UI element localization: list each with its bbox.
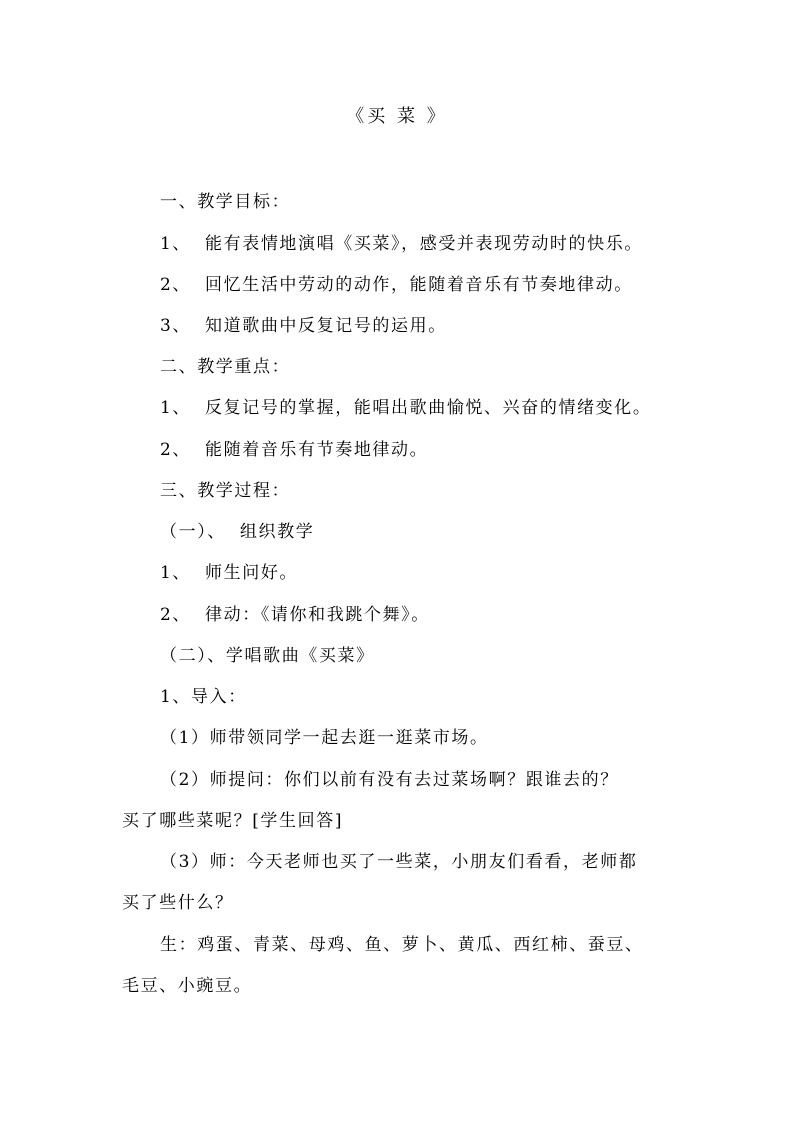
process-subheading-1: （一）、 组织教学	[160, 522, 315, 542]
objective-item-1: 1、 能有表情地演唱《买菜》，感受并表现劳动时的快乐。	[160, 234, 643, 254]
key-point-item-1: 1、 反复记号的掌握，能唱出歌曲愉悦、兴奋的情绪变化。	[160, 398, 652, 418]
process-subheading-2: （二）、学唱歌曲《买菜》	[160, 646, 375, 666]
objective-item-3: 3、 知道歌曲中反复记号的运用。	[160, 316, 447, 336]
process-step-2: 2、 律动：《请你和我跳个舞》。	[160, 605, 430, 625]
student-answer-continued: 毛豆、小豌豆。	[122, 976, 253, 996]
objective-item-2: 2、 回忆生活中劳动的动作，能随着音乐有节奏地律动。	[160, 275, 633, 295]
student-answer: 生：鸡蛋、青菜、母鸡、鱼、萝卜、黄瓜、西红柿、蚕豆、	[160, 935, 644, 955]
section-heading-key-points: 二、教学重点：	[160, 357, 291, 377]
document-title: 《买 菜 》	[346, 106, 448, 127]
section-heading-process: 三、教学过程：	[160, 481, 291, 501]
intro-heading: 1、导入：	[160, 687, 247, 707]
section-heading-objectives: 一、教学目标：	[160, 192, 291, 212]
intro-point-3: （3）师：今天老师也买了一些菜，小朋友们看看，老师都	[160, 852, 638, 872]
intro-point-2: （2）师提问：你们以前有没有去过菜场啊？跟谁去的？	[160, 770, 619, 790]
intro-point-3-continued: 买了些什么？	[122, 893, 234, 913]
intro-point-1: （1）师带领同学一起去逛一逛菜市场。	[160, 728, 489, 748]
key-point-item-2: 2、 能随着音乐有节奏地律动。	[160, 440, 429, 460]
process-step-1: 1、 师生问好。	[160, 563, 299, 583]
intro-point-2-continued: 买了哪些菜呢？[学生回答]	[122, 811, 344, 831]
